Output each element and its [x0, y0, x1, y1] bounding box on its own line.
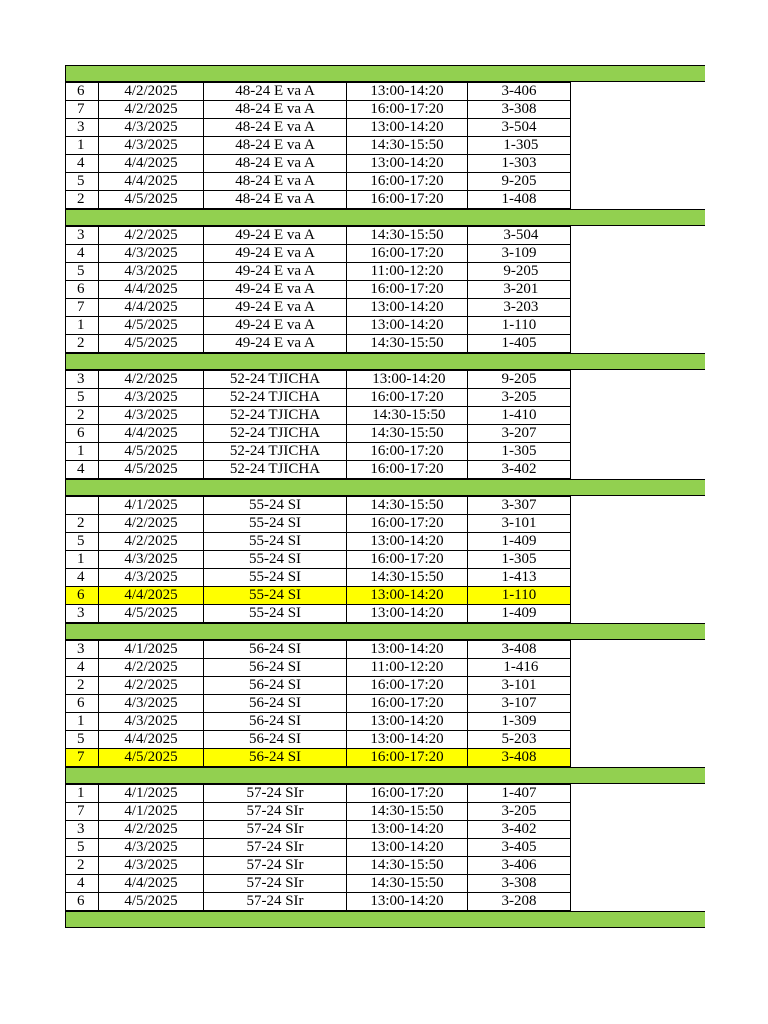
row-number-cell[interactable]: 1	[66, 137, 99, 155]
course-cell[interactable]: 48-24 E va A	[204, 191, 347, 209]
room-cell[interactable]: 3-205	[468, 389, 571, 407]
time-cell[interactable]: 13:00-14:20	[347, 731, 468, 749]
date-cell[interactable]: 4/4/2025	[99, 425, 204, 443]
row-number-cell[interactable]: 5	[66, 839, 99, 857]
time-cell[interactable]: 11:00-12:20	[347, 263, 468, 281]
room-cell[interactable]: 3-201	[468, 281, 571, 299]
room-cell[interactable]: 3-109	[468, 245, 571, 263]
course-cell[interactable]: 57-24 SIr	[204, 803, 347, 821]
date-cell[interactable]: 4/4/2025	[99, 731, 204, 749]
room-cell[interactable]: 1-408	[468, 191, 571, 209]
table-row	[66, 119, 571, 137]
table-row	[66, 551, 571, 569]
room-cell[interactable]: 1-413	[468, 569, 571, 587]
row-number-cell[interactable]: 3	[66, 119, 99, 137]
course-cell[interactable]: 57-24 SIr	[204, 875, 347, 893]
row-number-cell[interactable]: 1	[66, 551, 99, 569]
date-cell[interactable]: 4/2/2025	[99, 677, 204, 695]
row-number-cell[interactable]	[66, 497, 99, 515]
table-row	[66, 407, 571, 425]
time-cell[interactable]: 13:00-14:20	[347, 713, 468, 731]
row-number-cell[interactable]: 4	[66, 461, 99, 479]
date-cell[interactable]: 4/4/2025	[99, 281, 204, 299]
room-cell[interactable]: 3-504	[468, 227, 571, 245]
time-cell[interactable]: 16:00-17:20	[347, 677, 468, 695]
room-cell[interactable]: 9-205	[468, 263, 571, 281]
time-cell[interactable]: 14:30-15:50	[347, 803, 468, 821]
date-cell[interactable]: 4/4/2025	[99, 875, 204, 893]
course-cell[interactable]: 48-24 E va A	[204, 137, 347, 155]
course-cell[interactable]: 49-24 E va A	[204, 281, 347, 299]
row-number-cell[interactable]: 1	[66, 317, 99, 335]
table-row	[66, 101, 571, 119]
course-cell[interactable]: 48-24 E va A	[204, 101, 347, 119]
date-cell[interactable]: 4/3/2025	[99, 389, 204, 407]
room-cell[interactable]: 1-416	[468, 659, 571, 677]
time-cell[interactable]: 14:30-15:50	[347, 137, 468, 155]
date-cell[interactable]: 4/5/2025	[99, 749, 204, 767]
date-cell[interactable]: 4/2/2025	[99, 515, 204, 533]
room-cell[interactable]: 1-110	[468, 587, 571, 605]
schedule-group-table	[65, 496, 571, 623]
room-cell[interactable]: 3-208	[468, 893, 571, 911]
table-row	[66, 659, 571, 677]
row-number-cell[interactable]: 5	[66, 263, 99, 281]
date-cell[interactable]: 4/2/2025	[99, 533, 204, 551]
room-cell[interactable]: 9-205	[468, 371, 571, 389]
table-row	[66, 695, 571, 713]
row-number-cell[interactable]: 2	[66, 857, 99, 875]
date-cell[interactable]: 4/2/2025	[99, 659, 204, 677]
row-number-cell[interactable]: 4	[66, 569, 99, 587]
group-separator-bar	[65, 353, 705, 370]
date-cell[interactable]: 4/2/2025	[99, 821, 204, 839]
table-row	[66, 83, 571, 101]
table-row	[66, 875, 571, 893]
table-row	[66, 281, 571, 299]
course-cell[interactable]: 48-24 E va A	[204, 119, 347, 137]
time-cell[interactable]: 16:00-17:20	[347, 389, 468, 407]
room-cell[interactable]: 3-408	[468, 749, 571, 767]
time-cell[interactable]: 16:00-17:20	[347, 785, 468, 803]
course-cell[interactable]: 56-24 SI	[204, 677, 347, 695]
row-number-cell[interactable]: 5	[66, 389, 99, 407]
table-row	[66, 605, 571, 623]
time-cell[interactable]: 16:00-17:20	[347, 749, 468, 767]
room-cell[interactable]: 9-205	[468, 173, 571, 191]
row-number-cell[interactable]: 5	[66, 731, 99, 749]
table-row	[66, 713, 571, 731]
room-cell[interactable]: 3-308	[468, 875, 571, 893]
date-cell[interactable]: 4/3/2025	[99, 839, 204, 857]
room-cell[interactable]: 1-405	[468, 335, 571, 353]
course-cell[interactable]: 56-24 SI	[204, 641, 347, 659]
course-cell[interactable]: 48-24 E va A	[204, 83, 347, 101]
row-number-cell[interactable]: 2	[66, 407, 99, 425]
row-number-cell[interactable]: 7	[66, 749, 99, 767]
date-cell[interactable]: 4/2/2025	[99, 371, 204, 389]
table-row	[66, 893, 571, 911]
time-cell[interactable]: 13:00-14:20	[347, 299, 468, 317]
course-cell[interactable]: 57-24 SIr	[204, 857, 347, 875]
date-cell[interactable]: 4/5/2025	[99, 191, 204, 209]
time-cell[interactable]: 13:00-14:20	[347, 893, 468, 911]
table-row	[66, 317, 571, 335]
date-cell[interactable]: 4/3/2025	[99, 245, 204, 263]
date-cell[interactable]: 4/1/2025	[99, 641, 204, 659]
time-cell[interactable]: 14:30-15:50	[347, 227, 468, 245]
course-cell[interactable]: 56-24 SI	[204, 713, 347, 731]
schedule-group-table	[65, 784, 571, 911]
table-row	[66, 155, 571, 173]
course-cell[interactable]: 56-24 SI	[204, 731, 347, 749]
course-cell[interactable]: 56-24 SI	[204, 659, 347, 677]
row-number-cell[interactable]: 7	[66, 101, 99, 119]
table-row	[66, 335, 571, 353]
course-cell[interactable]: 55-24 SI	[204, 497, 347, 515]
row-number-cell[interactable]: 4	[66, 875, 99, 893]
room-cell[interactable]: 3-402	[468, 821, 571, 839]
time-cell[interactable]: 16:00-17:20	[347, 443, 468, 461]
date-cell[interactable]: 4/3/2025	[99, 263, 204, 281]
time-cell[interactable]: 14:30-15:50	[347, 425, 468, 443]
room-cell[interactable]: 3-203	[468, 299, 571, 317]
time-cell[interactable]: 14:30-15:50	[347, 857, 468, 875]
row-number-cell[interactable]: 4	[66, 155, 99, 173]
date-cell[interactable]: 4/1/2025	[99, 785, 204, 803]
time-cell[interactable]: 13:00-14:20	[347, 317, 468, 335]
table-row	[66, 839, 571, 857]
room-cell[interactable]: 3-107	[468, 695, 571, 713]
group-separator-bar	[65, 911, 705, 928]
course-cell[interactable]: 55-24 SI	[204, 605, 347, 623]
date-cell[interactable]: 4/2/2025	[99, 101, 204, 119]
room-cell[interactable]: 3-406	[468, 857, 571, 875]
room-cell[interactable]: 3-402	[468, 461, 571, 479]
table-row	[66, 641, 571, 659]
course-cell[interactable]: 55-24 SI	[204, 569, 347, 587]
room-cell[interactable]: 1-303	[468, 155, 571, 173]
course-cell[interactable]: 48-24 E va A	[204, 173, 347, 191]
course-cell[interactable]: 55-24 SI	[204, 551, 347, 569]
row-number-cell[interactable]: 3	[66, 641, 99, 659]
row-number-cell[interactable]: 2	[66, 677, 99, 695]
room-cell[interactable]: 3-406	[468, 83, 571, 101]
schedule-group-table	[65, 82, 571, 209]
date-cell[interactable]: 4/4/2025	[99, 155, 204, 173]
schedule-sheet	[65, 65, 705, 928]
course-cell[interactable]: 55-24 SI	[204, 515, 347, 533]
date-cell[interactable]: 4/3/2025	[99, 713, 204, 731]
table-row	[66, 425, 571, 443]
time-cell[interactable]: 13:00-14:20	[347, 641, 468, 659]
table-row	[66, 461, 571, 479]
time-cell[interactable]: 13:00-14:20	[347, 119, 468, 137]
table-row	[66, 173, 571, 191]
row-number-cell[interactable]: 1	[66, 443, 99, 461]
time-cell[interactable]: 16:00-17:20	[347, 551, 468, 569]
row-number-cell[interactable]: 1	[66, 713, 99, 731]
time-cell[interactable]: 13:00-14:20	[347, 533, 468, 551]
table-row	[66, 191, 571, 209]
row-number-cell[interactable]: 3	[66, 821, 99, 839]
course-cell[interactable]: 55-24 SI	[204, 587, 347, 605]
time-cell[interactable]: 14:30-15:50	[347, 497, 468, 515]
table-row	[66, 569, 571, 587]
room-cell[interactable]: 1-110	[468, 317, 571, 335]
room-cell[interactable]: 3-308	[468, 101, 571, 119]
time-cell[interactable]: 14:30-15:50	[347, 569, 468, 587]
table-row	[66, 371, 571, 389]
row-number-cell[interactable]: 2	[66, 191, 99, 209]
row-number-cell[interactable]: 6	[66, 587, 99, 605]
date-cell[interactable]: 4/5/2025	[99, 335, 204, 353]
date-cell[interactable]: 4/2/2025	[99, 227, 204, 245]
date-cell[interactable]: 4/1/2025	[99, 497, 204, 515]
table-row	[66, 587, 571, 605]
date-cell[interactable]: 4/4/2025	[99, 299, 204, 317]
room-cell[interactable]: 3-101	[468, 677, 571, 695]
table-row	[66, 749, 571, 767]
time-cell[interactable]: 13:00-14:20	[347, 605, 468, 623]
date-cell[interactable]: 4/5/2025	[99, 443, 204, 461]
group-separator-bar	[65, 65, 705, 82]
table-row	[66, 515, 571, 533]
table-row	[66, 137, 571, 155]
table-row	[66, 821, 571, 839]
course-cell[interactable]: 49-24 E va A	[204, 227, 347, 245]
room-cell[interactable]: 3-101	[468, 515, 571, 533]
course-cell[interactable]: 52-24 TJICHA	[204, 461, 347, 479]
row-number-cell[interactable]: 4	[66, 659, 99, 677]
table-row	[66, 227, 571, 245]
row-number-cell[interactable]: 5	[66, 173, 99, 191]
room-cell[interactable]: 3-207	[468, 425, 571, 443]
row-number-cell[interactable]: 6	[66, 893, 99, 911]
table-row	[66, 533, 571, 551]
date-cell[interactable]: 4/3/2025	[99, 695, 204, 713]
room-cell[interactable]: 3-408	[468, 641, 571, 659]
schedule-group-table	[65, 370, 571, 479]
time-cell[interactable]: 13:00-14:20	[347, 155, 468, 173]
row-number-cell[interactable]: 3	[66, 371, 99, 389]
time-cell[interactable]: 16:00-17:20	[347, 191, 468, 209]
time-cell[interactable]: 16:00-17:20	[347, 695, 468, 713]
group-separator-bar	[65, 479, 705, 496]
date-cell[interactable]: 4/3/2025	[99, 407, 204, 425]
row-number-cell[interactable]: 7	[66, 299, 99, 317]
group-separator-bar	[65, 767, 705, 784]
row-number-cell[interactable]: 6	[66, 281, 99, 299]
time-cell[interactable]: 16:00-17:20	[347, 461, 468, 479]
room-cell[interactable]: 1-409	[468, 533, 571, 551]
table-row	[66, 677, 571, 695]
room-cell[interactable]: 1-305	[468, 137, 571, 155]
room-cell[interactable]: 1-409	[468, 605, 571, 623]
group-separator-bar	[65, 623, 705, 640]
date-cell[interactable]: 4/4/2025	[99, 587, 204, 605]
row-number-cell[interactable]: 6	[66, 83, 99, 101]
course-cell[interactable]: 57-24 SIr	[204, 785, 347, 803]
time-cell[interactable]: 13:00-14:20	[347, 839, 468, 857]
room-cell[interactable]: 1-305	[468, 443, 571, 461]
table-row	[66, 389, 571, 407]
time-cell[interactable]: 14:30-15:50	[347, 407, 468, 425]
time-cell[interactable]: 13:00-14:20	[347, 587, 468, 605]
time-cell[interactable]: 16:00-17:20	[347, 245, 468, 263]
date-cell[interactable]: 4/3/2025	[99, 569, 204, 587]
time-cell[interactable]: 16:00-17:20	[347, 281, 468, 299]
table-row	[66, 785, 571, 803]
course-cell[interactable]: 48-24 E va A	[204, 155, 347, 173]
table-row	[66, 443, 571, 461]
room-cell[interactable]: 3-307	[468, 497, 571, 515]
schedule-group-table	[65, 640, 571, 767]
date-cell[interactable]: 4/5/2025	[99, 893, 204, 911]
date-cell[interactable]: 4/1/2025	[99, 803, 204, 821]
date-cell[interactable]: 4/5/2025	[99, 317, 204, 335]
course-cell[interactable]: 57-24 SIr	[204, 839, 347, 857]
date-cell[interactable]: 4/3/2025	[99, 551, 204, 569]
course-cell[interactable]: 52-24 TJICHA	[204, 407, 347, 425]
row-number-cell[interactable]: 3	[66, 227, 99, 245]
room-cell[interactable]: 1-309	[468, 713, 571, 731]
course-cell[interactable]: 49-24 E va A	[204, 245, 347, 263]
row-number-cell[interactable]: 2	[66, 515, 99, 533]
course-cell[interactable]: 56-24 SI	[204, 749, 347, 767]
course-cell[interactable]: 52-24 TJICHA	[204, 425, 347, 443]
table-row	[66, 731, 571, 749]
time-cell[interactable]: 11:00-12:20	[347, 659, 468, 677]
row-number-cell[interactable]: 4	[66, 245, 99, 263]
course-cell[interactable]: 57-24 SIr	[204, 893, 347, 911]
room-cell[interactable]: 5-203	[468, 731, 571, 749]
row-number-cell[interactable]: 5	[66, 533, 99, 551]
time-cell[interactable]: 14:30-15:50	[347, 875, 468, 893]
row-number-cell[interactable]: 3	[66, 605, 99, 623]
course-cell[interactable]: 56-24 SI	[204, 695, 347, 713]
course-cell[interactable]: 55-24 SI	[204, 533, 347, 551]
course-cell[interactable]: 49-24 E va A	[204, 299, 347, 317]
date-cell[interactable]: 4/4/2025	[99, 173, 204, 191]
time-cell[interactable]: 13:00-14:20	[347, 83, 468, 101]
room-cell[interactable]: 3-405	[468, 839, 571, 857]
date-cell[interactable]: 4/5/2025	[99, 461, 204, 479]
row-number-cell[interactable]: 7	[66, 803, 99, 821]
table-row	[66, 245, 571, 263]
room-cell[interactable]: 3-504	[468, 119, 571, 137]
date-cell[interactable]: 4/5/2025	[99, 605, 204, 623]
room-cell[interactable]: 3-205	[468, 803, 571, 821]
time-cell[interactable]: 16:00-17:20	[347, 101, 468, 119]
room-cell[interactable]: 1-407	[468, 785, 571, 803]
date-cell[interactable]: 4/3/2025	[99, 119, 204, 137]
table-row	[66, 497, 571, 515]
course-cell[interactable]: 52-24 TJICHA	[204, 443, 347, 461]
course-cell[interactable]: 57-24 SIr	[204, 821, 347, 839]
row-number-cell[interactable]: 2	[66, 335, 99, 353]
row-number-cell[interactable]: 6	[66, 425, 99, 443]
room-cell[interactable]: 1-305	[468, 551, 571, 569]
table-row	[66, 299, 571, 317]
time-cell[interactable]: 16:00-17:20	[347, 173, 468, 191]
date-cell[interactable]: 4/3/2025	[99, 857, 204, 875]
time-cell[interactable]: 13:00-14:20	[347, 821, 468, 839]
table-row	[66, 857, 571, 875]
course-cell[interactable]: 49-24 E va A	[204, 317, 347, 335]
date-cell[interactable]: 4/2/2025	[99, 83, 204, 101]
row-number-cell[interactable]: 1	[66, 785, 99, 803]
room-cell[interactable]: 1-410	[468, 407, 571, 425]
schedule-group-table	[65, 226, 571, 353]
row-number-cell[interactable]: 6	[66, 695, 99, 713]
time-cell[interactable]: 16:00-17:20	[347, 515, 468, 533]
group-separator-bar	[65, 209, 705, 226]
time-cell[interactable]: 13:00-14:20	[347, 371, 468, 389]
course-cell[interactable]: 52-24 TJICHA	[204, 371, 347, 389]
course-cell[interactable]: 49-24 E va A	[204, 335, 347, 353]
date-cell[interactable]: 4/3/2025	[99, 137, 204, 155]
course-cell[interactable]: 49-24 E va A	[204, 263, 347, 281]
table-row	[66, 803, 571, 821]
table-row	[66, 263, 571, 281]
time-cell[interactable]: 14:30-15:50	[347, 335, 468, 353]
course-cell[interactable]: 52-24 TJICHA	[204, 389, 347, 407]
